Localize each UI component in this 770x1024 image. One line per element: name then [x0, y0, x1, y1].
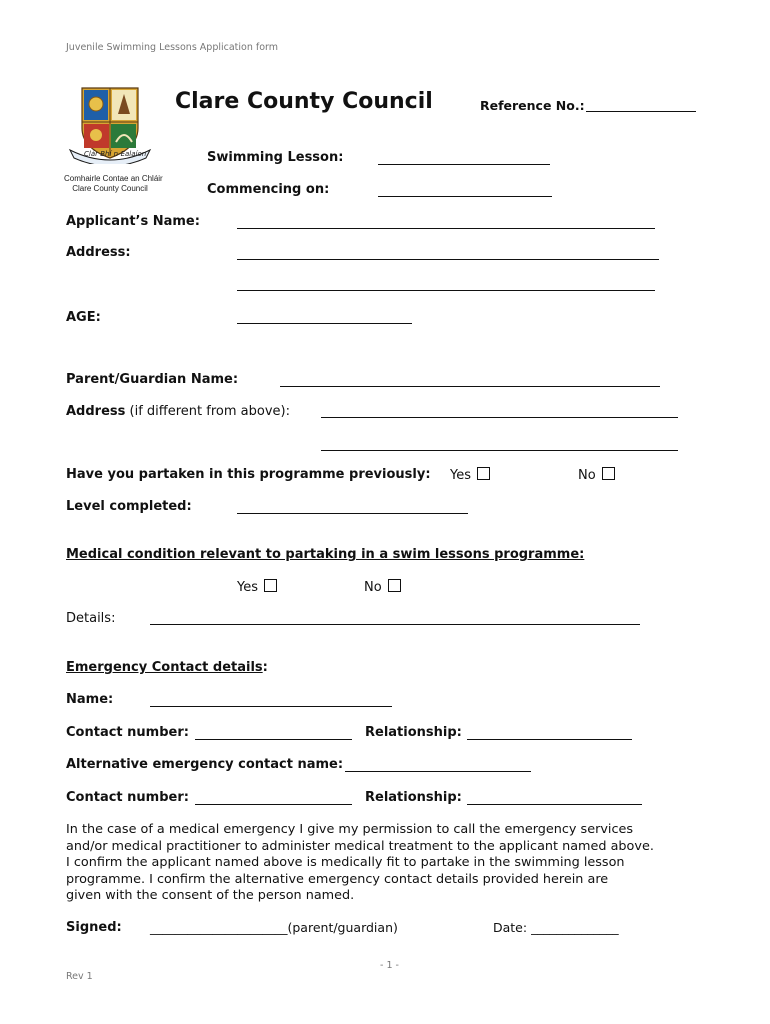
revision-label: Rev 1 — [66, 971, 93, 982]
alt-relationship-label: Relationship: — [365, 790, 462, 805]
commencing-field[interactable] — [378, 196, 552, 197]
medical-yes-label: Yes — [237, 580, 258, 595]
consent-line: given with the consent of the person named. — [66, 888, 355, 904]
parent-name-label: Parent/Guardian Name: — [66, 372, 239, 387]
commencing-label: Commencing on: — [207, 182, 330, 197]
applicant-name-field[interactable] — [237, 228, 655, 229]
medical-heading: Medical condition relevant to partaking in a swim lessons programme: — [66, 547, 585, 562]
reference-field[interactable] — [586, 111, 696, 112]
alt-relationship-field[interactable] — [467, 804, 642, 805]
previous-yes-label: Yes — [450, 468, 471, 483]
emergency-heading-wrap — [66, 660, 268, 675]
signature-role: (parent/guardian) — [287, 920, 398, 935]
parent-name-field[interactable] — [280, 386, 660, 387]
medical-no-option[interactable] — [364, 579, 401, 595]
consent-line: and/or medical practitioner to administer medical treatment to the applicant named above. — [66, 838, 654, 854]
medical-no-checkbox[interactable] — [388, 579, 401, 592]
document-header: Juvenile Swimming Lessons Application form — [66, 42, 279, 53]
previous-yes-option[interactable] — [450, 467, 490, 483]
signature-field — [150, 920, 398, 935]
previous-no-checkbox[interactable] — [602, 467, 615, 480]
parent-address-field-line-1[interactable] — [321, 417, 678, 418]
consent-line: programme. I confirm the alternative emergency contact details provided herein are — [66, 871, 609, 887]
relationship-field[interactable] — [467, 739, 632, 740]
parent-address-label-text: Address — [66, 404, 126, 419]
parent-address-field-line-2[interactable] — [321, 450, 678, 451]
address-field-line-2[interactable] — [237, 290, 655, 291]
address-field-line-1[interactable] — [237, 259, 659, 260]
level-completed-field[interactable] — [237, 513, 468, 514]
address-label: Address: — [66, 245, 131, 260]
age-field[interactable] — [237, 323, 412, 324]
reference-label: Reference No.: — [480, 98, 585, 113]
emergency-heading: Emergency Contact details — [66, 660, 263, 675]
swimming-lesson-label: Swimming Lesson: — [207, 150, 344, 165]
swimming-lesson-field[interactable] — [378, 164, 550, 165]
council-crest-logo — [64, 84, 163, 196]
date-label: Date: — [493, 920, 528, 935]
crest-motto: Clár Bhí n-Ealaíon — [84, 150, 147, 158]
parent-address-label — [66, 404, 290, 419]
signature-blank[interactable]: ______________________ — [150, 920, 288, 935]
emergency-name-field[interactable] — [150, 706, 392, 707]
logo-english-name: Clare County Council — [72, 184, 148, 193]
details-field[interactable] — [150, 624, 640, 625]
emergency-heading-colon: : — [262, 660, 268, 675]
level-completed-label: Level completed: — [66, 499, 192, 514]
date-blank[interactable]: ______________ — [531, 920, 619, 935]
medical-yes-option[interactable] — [237, 579, 277, 595]
previous-participation-label: Have you partaken in this programme previously: — [66, 467, 431, 482]
previous-no-label: No — [578, 468, 596, 483]
logo-irish-name: Comhairle Contae an Chláir — [64, 174, 163, 183]
previous-no-option[interactable] — [578, 467, 615, 483]
alt-contact-label: Alternative emergency contact name: — [66, 757, 344, 772]
medical-yes-checkbox[interactable] — [264, 579, 277, 592]
alt-contact-field[interactable] — [345, 771, 531, 772]
parent-address-note: (if different from above): — [125, 404, 290, 419]
alt-contact-number-field[interactable] — [195, 804, 352, 805]
page-number: - 1 - — [380, 960, 399, 971]
alt-contact-number-label: Contact number: — [66, 790, 189, 805]
applicant-name-label: Applicant’s Name: — [66, 214, 200, 229]
contact-number-label: Contact number: — [66, 725, 189, 740]
consent-line: In the case of a medical emergency I give my permission to call the emergency services — [66, 822, 634, 837]
relationship-label: Relationship: — [365, 725, 462, 740]
signed-label: Signed: — [66, 920, 122, 935]
details-label: Details: — [66, 611, 116, 626]
consent-paragraph — [66, 822, 686, 905]
emergency-name-label: Name: — [66, 692, 114, 707]
council-title: Clare County Council — [175, 89, 433, 114]
contact-number-field[interactable] — [195, 739, 352, 740]
previous-yes-checkbox[interactable] — [477, 467, 490, 480]
consent-line: I confirm the applicant named above is medically fit to partake in the swimming lesson — [66, 855, 625, 871]
date-field — [493, 920, 619, 935]
medical-no-label: No — [364, 580, 382, 595]
age-label: AGE: — [66, 310, 101, 325]
